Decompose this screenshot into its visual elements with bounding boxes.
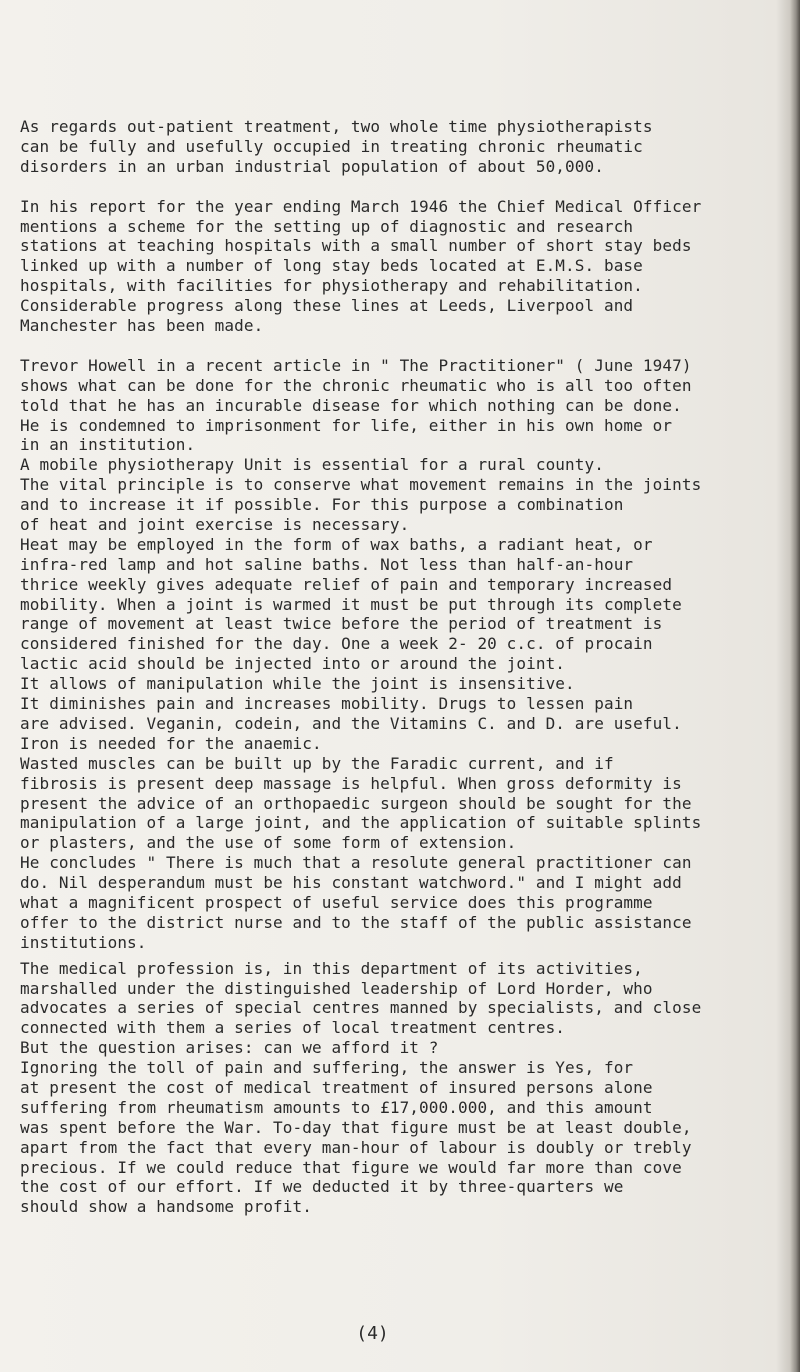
paragraph-out-patient — [20, 117, 795, 177]
text-line: apart from the fact that every man-hour of labour is doubly or trebly — [20, 1137, 692, 1157]
text-line: do. Nil desperandum must be his constant watchword." and I might add — [20, 873, 682, 893]
text-line: Iron is needed for the anaemic. — [20, 733, 322, 753]
text-line: He is condemned to imprisonment for life, either in his own home or — [20, 415, 673, 435]
text-line: mentions a scheme for the setting up of diagnostic and research — [20, 216, 634, 236]
text-line: linked up with a number of long stay beds located at E.M.S. base — [20, 256, 643, 276]
text-line: shows what can be done for the chronic rheumatic who is all too often — [20, 375, 692, 395]
text-line: hospitals, with facilities for physiotherapy and rehabilitation. — [20, 276, 643, 296]
text-line: institutions. — [20, 932, 147, 952]
paragraph-gap — [20, 336, 795, 356]
text-line: are advised. Veganin, codein, and the Vitamins C. and D. are useful. — [20, 713, 682, 733]
text-line: of heat and joint exercise is necessary. — [20, 515, 410, 535]
text-line: As regards out-patient treatment, two whole time physiotherapists — [20, 117, 653, 136]
text-line: should show a handsome profit. — [20, 1197, 312, 1217]
text-line: infra-red lamp and hot saline baths. Not less than half-an-hour — [20, 554, 634, 574]
text-line: precious. If we could reduce that figure we would far more than cove — [20, 1157, 682, 1177]
paragraph-medical-profession — [20, 959, 795, 1218]
text-line: In his report for the year ending March 1946 the Chief Medical Officer — [20, 196, 702, 216]
text-line: It allows of manipulation while the joint is insensitive. — [20, 674, 575, 694]
text-line: But the question arises: can we afford it ? — [20, 1038, 439, 1058]
document-body — [20, 117, 795, 1217]
text-line: what a magnificent prospect of useful service does this programme — [20, 892, 653, 912]
text-line: Wasted muscles can be built up by the Faradic current, and if — [20, 753, 614, 773]
text-line: He concludes " There is much that a resolute general practitioner can — [20, 853, 692, 873]
text-line: at present the cost of medical treatment of insured persons alone — [20, 1077, 653, 1097]
text-line: Considerable progress along these lines at Leeds, Liverpool and — [20, 296, 634, 316]
text-line: The vital principle is to conserve what movement remains in the joints — [20, 475, 702, 495]
paragraph-gap — [20, 177, 795, 197]
text-line: manipulation of a large joint, and the application of suitable splints — [20, 813, 702, 833]
text-line: Manchester has been made. — [20, 316, 264, 336]
text-line: offer to the district nurse and to the staff of the public assistance — [20, 912, 692, 932]
text-line: and to increase it if possible. For this purpose a combination — [20, 495, 624, 515]
text-line: marshalled under the distinguished leadership of Lord Horder, who — [20, 978, 653, 998]
text-line: disorders in an urban industrial population of about 50,000. — [20, 156, 604, 176]
text-line: Ignoring the toll of pain and suffering, the answer is Yes, for — [20, 1058, 634, 1078]
text-line: told that he has an incurable disease for which nothing can be done. — [20, 395, 682, 415]
text-line: A mobile physiotherapy Unit is essential for a rural county. — [20, 455, 604, 475]
text-line: in an institution. — [20, 435, 196, 455]
text-line: considered finished for the day. One a week 2- 20 c.c. of procain — [20, 634, 653, 654]
paragraph-trevor-howell — [20, 356, 795, 953]
text-line: lactic acid should be injected into or around the joint. — [20, 654, 566, 674]
text-line: It diminishes pain and increases mobility. Drugs to lessen pain — [20, 694, 634, 714]
text-line: Trevor Howell in a recent article in " The Practitioner" ( June 1947) — [20, 355, 692, 375]
text-line: or plasters, and the use of some form of extension. — [20, 833, 517, 853]
text-line: fibrosis is present deep massage is helpful. When gross deformity is — [20, 773, 682, 793]
text-line: Heat may be employed in the form of wax baths, a radiant heat, or — [20, 534, 653, 554]
text-line: advocates a series of special centres manned by specialists, and close — [20, 998, 702, 1018]
paragraph-chief-medical-officer — [20, 197, 795, 336]
text-line: present the advice of an orthopaedic surgeon should be sought for the — [20, 793, 692, 813]
text-line: The medical profession is, in this department of its activities, — [20, 958, 643, 978]
text-line: range of movement at least twice before the period of treatment is — [20, 614, 663, 634]
text-line: stations at teaching hospitals with a small number of short stay beds — [20, 236, 692, 256]
text-line: was spent before the War. To-day that figure must be at least double, — [20, 1117, 692, 1137]
text-line: suffering from rheumatism amounts to £17,000.000, and this amount — [20, 1097, 653, 1117]
text-line: connected with them a series of local treatment centres. — [20, 1018, 566, 1038]
text-line: thrice weekly gives adequate relief of pain and temporary increased — [20, 574, 673, 594]
text-line: the cost of our effort. If we deducted it by three-quarters we — [20, 1177, 624, 1197]
text-line: mobility. When a joint is warmed it must be put through its complete — [20, 594, 682, 614]
text-line: can be fully and usefully occupied in treating chronic rheumatic — [20, 136, 643, 156]
page-number: (4) — [356, 1323, 389, 1344]
